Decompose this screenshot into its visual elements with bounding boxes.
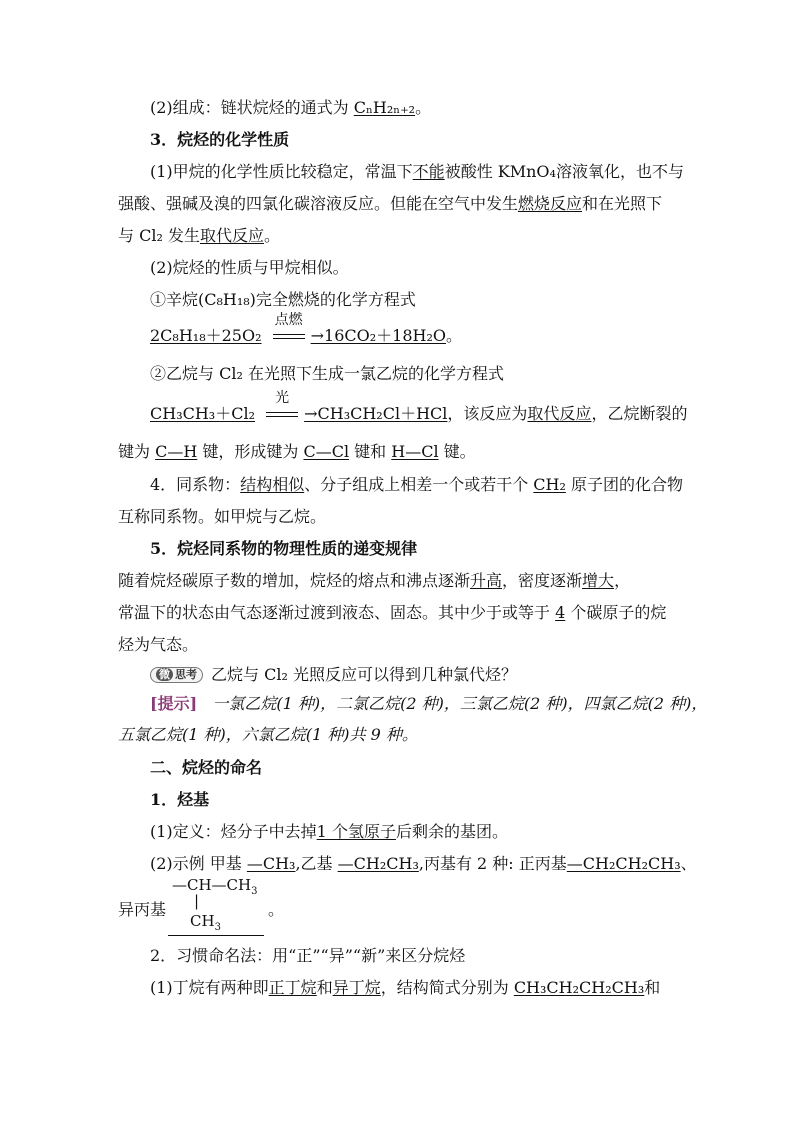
text: ，密度逐渐 <box>502 571 583 590</box>
text: 后剩余的基团。 <box>395 822 508 841</box>
heading-naming: 二、烷烃的命名 <box>150 758 263 777</box>
paragraph-line: 烃为气态。 <box>118 635 199 654</box>
period: 。 <box>268 900 285 919</box>
struct-bottom <box>190 912 221 933</box>
heading-chemical-properties: 3．烷烃的化学性质 <box>150 130 290 149</box>
question-text: 乙烷与 Cl₂ 光照反应可以得到几种氯代烃？ <box>211 665 517 684</box>
text: 、分子组成上相差一个或若干个 <box>304 475 534 494</box>
paragraph-line <box>118 225 280 247</box>
text: 、 <box>680 854 697 873</box>
hint-line: 五氯乙烷(1 种)，六氯乙烷(1 种)共 9 种。 <box>118 725 418 744</box>
hint-line <box>150 693 707 715</box>
text: ，乙烷断裂的 <box>591 404 688 423</box>
text: 键。 <box>438 442 476 461</box>
blank-answer: —CH₂CH₃ <box>337 854 419 873</box>
general-formula: CₙH₂ₙ₊₂ <box>353 98 416 117</box>
text: 与 Cl₂ 发生 <box>118 226 200 245</box>
blank-answer: CH₃CH₂CH₂CH₃ <box>513 978 645 997</box>
heading-common-naming: 2．习惯命名法：用“正”“异”“新”来区分烷烃 <box>150 946 466 965</box>
blank-answer: 1 个氢原子 <box>316 822 396 841</box>
text: 个碳原子的烷 <box>565 603 667 622</box>
blank-answer: 增大 <box>582 571 615 590</box>
arrow-icon: → <box>310 326 325 345</box>
struct-bond: | <box>194 892 200 910</box>
hint-text: 一氯乙烷(1 种)，二氯乙烷(2 种)，三氯乙烷(2 种)，四氯乙烷(2 种)， <box>212 694 708 713</box>
struct-text: —CH—CH <box>172 876 252 894</box>
text: (1)甲烷的化学性质比较稳定，常温下 <box>150 162 413 181</box>
struct-top <box>172 876 258 897</box>
reactants: CH₃CH₃＋Cl₂ <box>150 404 255 423</box>
blank-answer: 4 <box>555 603 566 622</box>
text: 原子团的化合物 <box>565 475 683 494</box>
blank-answer: 不能 <box>412 162 445 181</box>
equation-ethane-chlorination <box>150 390 688 425</box>
equals-line <box>273 338 305 339</box>
equals-line <box>266 416 298 417</box>
blank-answer: 燃烧反应 <box>518 194 583 213</box>
products: 16CO₂＋18H₂O <box>324 326 446 345</box>
badge-char: 微 <box>156 668 173 681</box>
paragraph-line: 互称同系物。如甲烷与乙烷。 <box>118 507 327 526</box>
paragraph-examples <box>150 853 697 875</box>
paragraph-physical <box>118 570 630 592</box>
badge-label: 思考 <box>175 668 197 681</box>
text: 4．同系物： <box>150 475 241 494</box>
blank-answer: 正丁烷 <box>268 978 317 997</box>
reaction-condition <box>262 390 302 425</box>
struct-sub: 3 <box>251 886 258 897</box>
reactants: 2C₈H₁₈＋25O₂ <box>150 326 262 345</box>
paragraph-bonds <box>118 441 476 463</box>
paragraph-ethane: ②乙烷与 Cl₂ 在光照下生成一氯乙烷的化学方程式 <box>150 364 504 383</box>
blank-answer: —CH₂CH₂CH₃ <box>566 854 681 873</box>
struct-text: CH <box>190 912 215 930</box>
equation-octane-combustion <box>150 312 463 347</box>
condition-label: 点燃 <box>274 312 303 328</box>
text: 随着烷烃碳原子数的增加，烷烃的熔点和沸点逐渐 <box>118 571 471 590</box>
underline <box>168 935 264 936</box>
blank-answer: —CH₃ <box>246 854 296 873</box>
blank-answer: 升高 <box>470 571 503 590</box>
struct-sub: 3 <box>214 922 221 933</box>
text: 键和 <box>349 442 392 461</box>
isopropyl-label: 异丙基 <box>118 900 167 919</box>
text: ，结构简式分别为 <box>380 978 514 997</box>
paragraph-homologs <box>150 474 683 496</box>
text: (2)示例 甲基 <box>150 854 247 873</box>
blank-answer: 取代反应 <box>527 404 592 423</box>
heading-physical-properties: 5．烷烃同系物的物理性质的递变规律 <box>150 539 418 558</box>
text: ， <box>614 571 631 590</box>
paragraph-composition <box>150 97 431 119</box>
paragraph-line <box>118 602 666 624</box>
text: 键，形成键为 <box>197 442 304 461</box>
think-question <box>150 664 517 686</box>
text: (1)丁烷有两种即 <box>150 978 269 997</box>
paragraph-line <box>118 193 662 215</box>
text: 和 <box>316 978 333 997</box>
blank-answer: C—Cl <box>303 442 350 461</box>
text: 。 <box>263 226 280 245</box>
blank-answer: 取代反应 <box>199 226 264 245</box>
blank-answer: 结构相似 <box>240 475 305 494</box>
text: 。 <box>415 98 432 117</box>
text: ，该反应为 <box>447 404 528 423</box>
text: 和在光照下 <box>582 194 663 213</box>
text: 和 <box>644 978 661 997</box>
blank-answer: H—Cl <box>391 442 439 461</box>
equals-line <box>266 412 298 413</box>
blank-answer: C—H <box>155 442 198 461</box>
paragraph-definition <box>150 821 508 843</box>
text: 。 <box>446 326 463 345</box>
reaction-condition <box>269 312 309 347</box>
blank-answer: CH₂ <box>533 475 566 494</box>
condition-label: 光 <box>275 390 290 406</box>
products: CH₃CH₂Cl＋HCl <box>317 404 448 423</box>
paragraph-octane: ①辛烷(C₈H₁₈)完全燃烧的化学方程式 <box>150 290 416 309</box>
text: 常温下的状态由气态逐渐过渡到液态、固态。其中少于或等于 <box>118 603 556 622</box>
paragraph-butane <box>150 977 660 999</box>
blank-answer: 异丁烷 <box>332 978 381 997</box>
text: (2)组成：链状烷烃的通式为 <box>150 98 354 117</box>
think-badge-icon <box>150 667 203 683</box>
text: 被酸性 KMnO₄溶液氧化，也不与 <box>444 162 684 181</box>
text: ,丙基有 2 种: 正丙基 <box>418 854 567 873</box>
equals-line <box>273 334 305 335</box>
hint-tag: [提示] <box>150 694 198 713</box>
text: 键为 <box>118 442 156 461</box>
paragraph-methane-stability <box>150 161 684 183</box>
text: 强酸、强碱及溴的四氯化碳溶液反应。但能在空气中发生 <box>118 194 519 213</box>
heading-hydrocarbyl: 1．烃基 <box>150 790 210 809</box>
text: ,乙基 <box>295 854 338 873</box>
text: (1)定义：烃分子中去掉 <box>150 822 317 841</box>
paragraph-similar: (2)烷烃的性质与甲烷相似。 <box>150 258 349 277</box>
arrow-icon: → <box>304 404 318 423</box>
